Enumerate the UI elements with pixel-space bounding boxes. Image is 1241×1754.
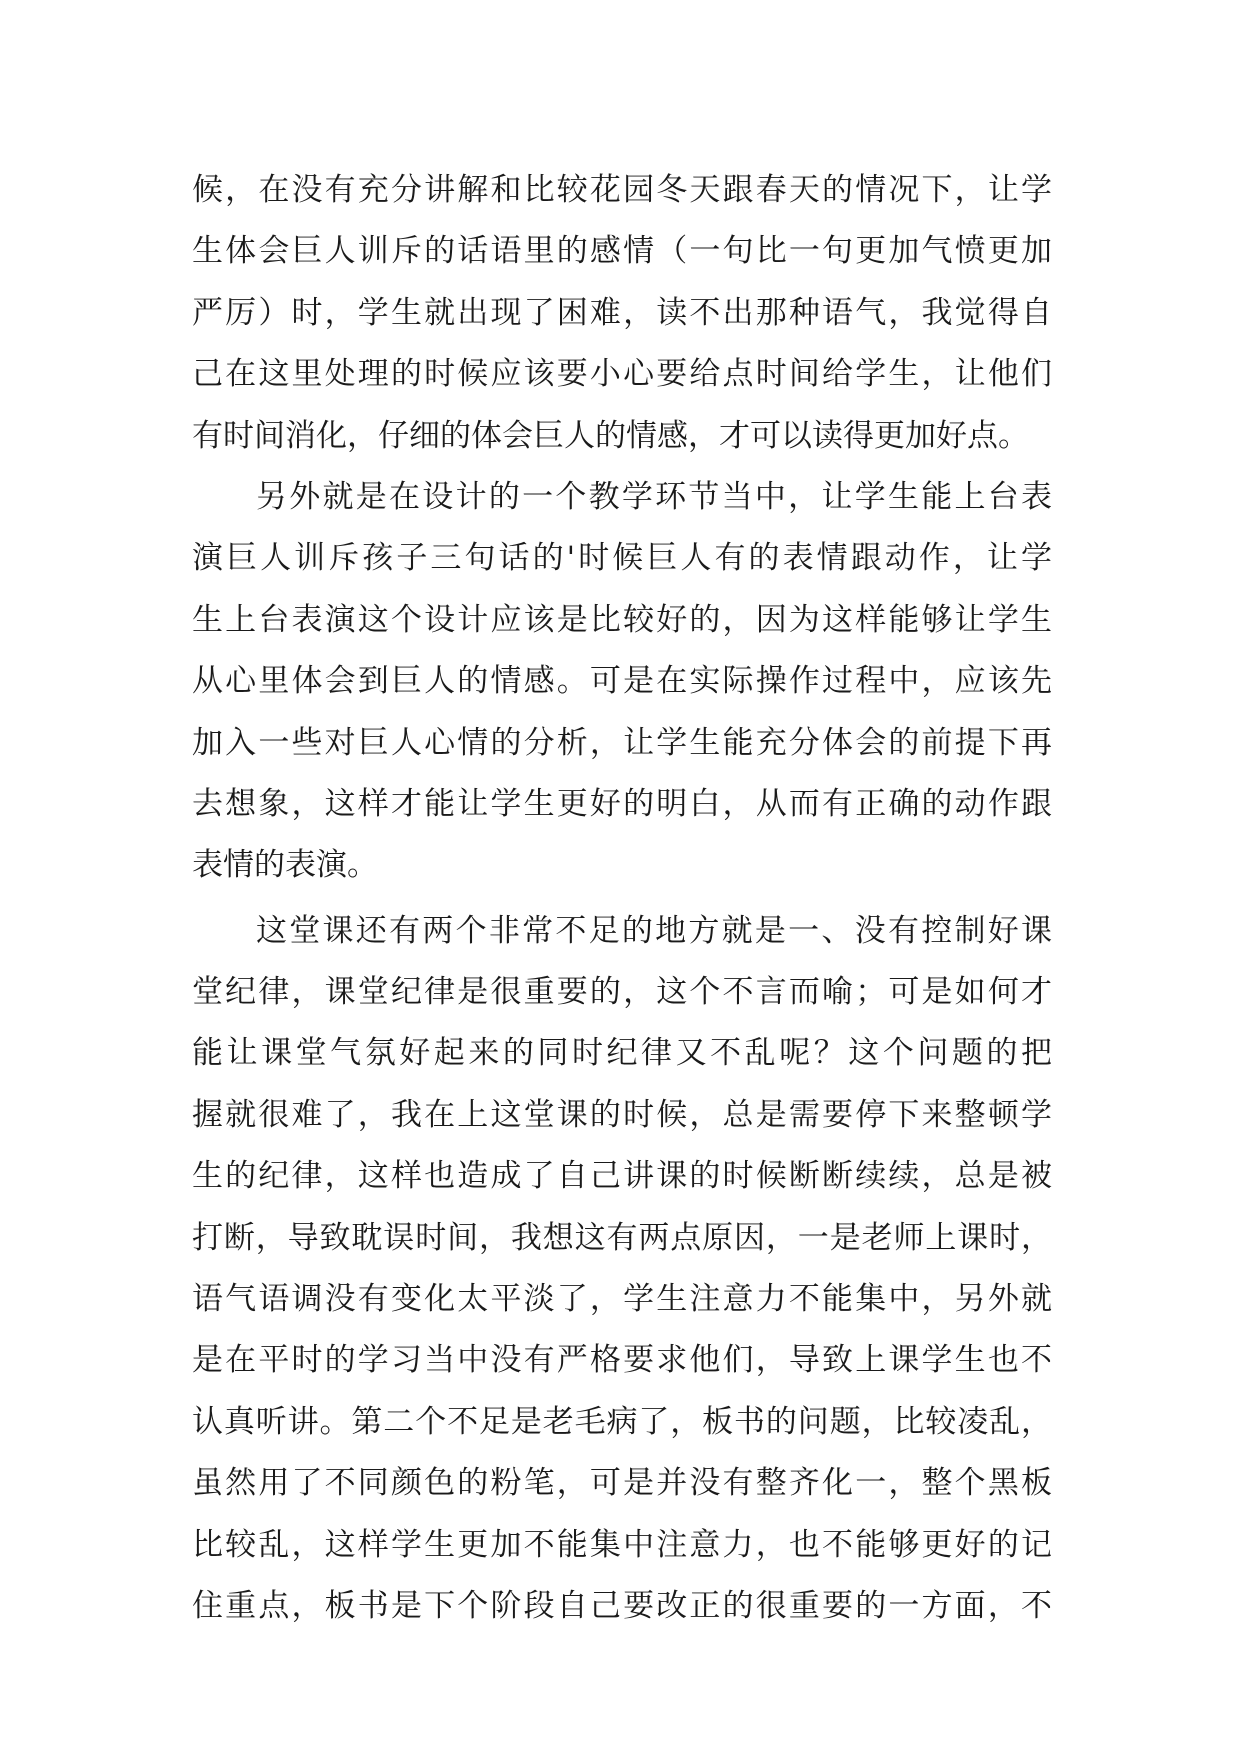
text-line: 有时间消化，仔细的体会巨人的情感，才可以读得更加好点。 — [192, 417, 1029, 454]
text-line: 生体会巨人训斥的话语里的感情（一句比一句更加气愤更加 — [192, 233, 1052, 270]
text-line: 生上台表演这个设计应该是比较好的，因为这样能够让学生 — [192, 601, 1052, 638]
text-line: 生的纪律，这样也造成了自己讲课的时候断断续续，总是被 — [192, 1158, 1052, 1195]
text-line: 语气语调没有变化太平淡了，学生注意力不能集中，另外就 — [192, 1281, 1052, 1318]
text-line: 虽然用了不同颜色的粉笔，可是并没有整齐化一，整个黑板 — [192, 1465, 1052, 1502]
document-body — [192, 160, 1052, 1637]
text-line: 是在平时的学习当中没有严格要求他们，导致上课学生也不 — [192, 1342, 1052, 1379]
text-line: 表情的表演。 — [192, 847, 378, 884]
text-line: 从心里体会到巨人的情感。可是在实际操作过程中，应该先 — [192, 663, 1052, 700]
text-line: 演巨人训斥孩子三句话的'时候巨人有的表情跟动作，让学 — [192, 540, 1052, 577]
text-line: 加入一些对巨人心情的分析，让学生能充分体会的前提下再 — [192, 724, 1052, 761]
text-line: 这堂课还有两个非常不足的地方就是一、没有控制好课 — [256, 912, 1052, 949]
text-line: 候，在没有充分讲解和比较花园冬天跟春天的情况下，让学 — [192, 172, 1052, 208]
text-line: 握就很难了，我在上这堂课的时候，总是需要停下来整顿学 — [192, 1096, 1052, 1133]
text-line: 认真听讲。第二个不足是老毛病了，板书的问题，比较凌乱， — [192, 1403, 1052, 1440]
paragraph-3 — [192, 901, 1052, 1638]
text-line: 堂纪律，课堂纪律是很重要的，这个不言而喻；可是如何才 — [192, 974, 1052, 1011]
text-line: 打断，导致耽误时间，我想这有两点原因，一是老师上课时， — [192, 1219, 1052, 1256]
text-line: 严厉）时，学生就出现了困难，读不出那种语气，我觉得自 — [192, 294, 1052, 331]
paragraph-1 — [192, 160, 1052, 467]
text-line: 比较乱，这样学生更加不能集中注意力，也不能够更好的记 — [192, 1526, 1052, 1563]
text-line: 己在这里处理的时候应该要小心要给点时间给学生，让他们 — [192, 356, 1052, 393]
text-line: 另外就是在设计的一个教学环节当中，让学生能上台表 — [256, 478, 1052, 515]
text-line: 住重点，板书是下个阶段自己要改正的很重要的一方面，不 — [192, 1587, 1052, 1624]
text-line: 去想象，这样才能让学生更好的明白，从而有正确的动作跟 — [192, 785, 1052, 822]
paragraph-2 — [192, 467, 1052, 897]
text-line: 能让课堂气氛好起来的同时纪律又不乱呢？这个问题的把 — [192, 1035, 1052, 1072]
